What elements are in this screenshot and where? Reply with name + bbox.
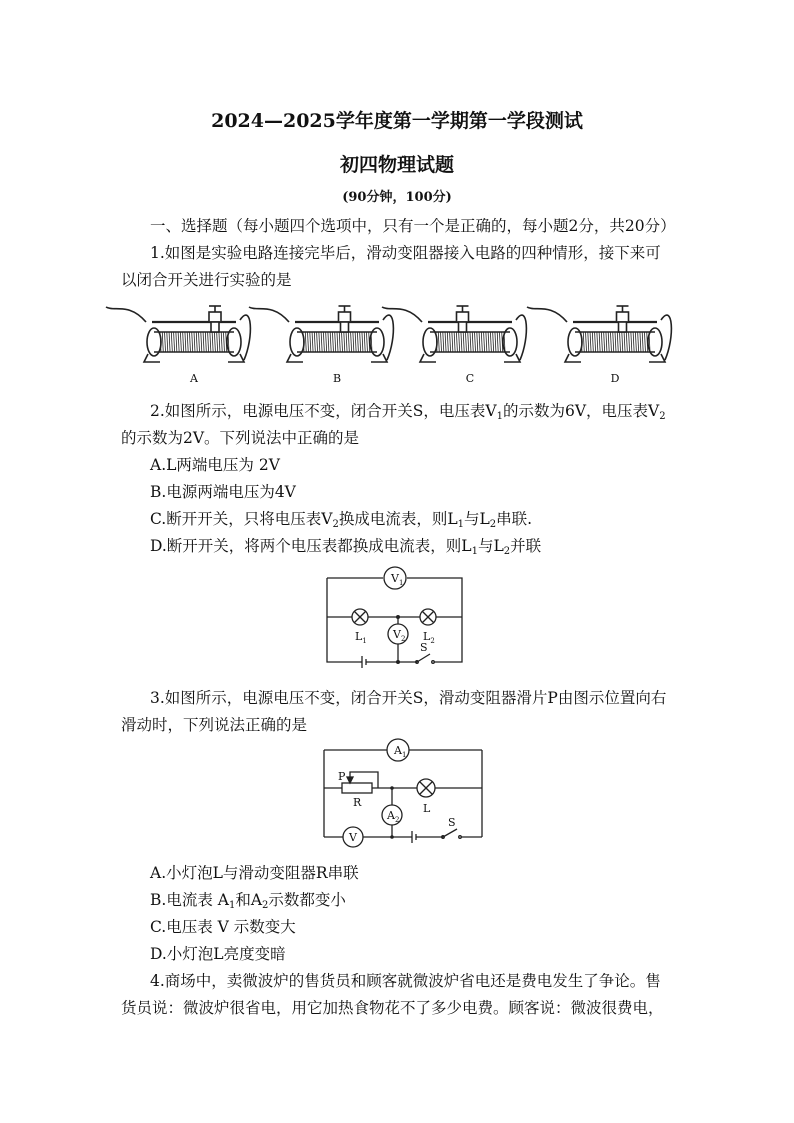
- figure-label-d: D: [610, 372, 620, 385]
- q1-text-line2: 以闭合开关进行实验的是: [121, 271, 292, 289]
- switch-s-label: S: [448, 816, 456, 829]
- q4-text-line1: 4.商场中，卖微波炉的售货员和顾客就微波炉省电还是费电发生了争论。售: [150, 972, 661, 990]
- q3-text-line1: 3.如图所示，电源电压不变，闭合开关S，滑动变阻器滑片P由图示位置向右: [150, 689, 667, 707]
- v1-label: $V_1$: [391, 572, 404, 587]
- lamp-l-label: L: [423, 802, 431, 815]
- q4-text-line2: 货员说：微波炉很省电，用它加热食物花不了多少电费。顾客说：微波很费电，: [121, 999, 664, 1017]
- q3-text-line2: 滑动时，下列说法正确的是: [121, 716, 308, 734]
- rheostat-figure-a: [106, 306, 250, 362]
- q3-option-a: A.小灯泡L与滑动变阻器R串联: [150, 864, 359, 882]
- q3-option-c: C.电压表 V 示数变大: [150, 918, 296, 936]
- q2-option-d: D.断开开关，将两个电压表都换成电流表，则$L_1$与$L_2$并联: [150, 537, 542, 557]
- section-heading: 一、选择题（每小题四个选项中，只有一个是正确的，每小题2分，共20分）: [150, 217, 676, 235]
- q1-text-line1: 1.如图是实验电路连接完毕后，滑动变阻器接入电路的四种情形，接下来可: [150, 244, 661, 262]
- q3-circuit-diagram: [320, 740, 490, 850]
- q2-text-line2: 的示数为2V。下列说法中正确的是: [121, 429, 360, 447]
- exam-info: (90分钟，100分): [342, 190, 452, 205]
- q3-option-b: B.电流表 $A_1$和$A_2$示数都变小: [150, 891, 346, 911]
- q2-option-a: A.L两端电压为 2V: [150, 456, 280, 474]
- q3-option-d: D.小灯泡L亮度变暗: [150, 945, 286, 963]
- q2-option-b: B.电源两端电压为4V: [150, 483, 296, 501]
- rheostat-figure-b: [249, 306, 393, 362]
- a1-label: $A_1$: [394, 744, 407, 759]
- q2-option-c: C.断开开关，只将电压表$V_2$换成电流表，则$L_1$与$L_2$串联.: [150, 510, 533, 530]
- rheostat-r-label: R: [353, 796, 362, 809]
- figure-label-b: B: [332, 372, 342, 385]
- voltmeter-v-label: V: [349, 831, 357, 844]
- rheostat-figure-d: [527, 306, 671, 362]
- q2-circuit-diagram: [322, 568, 482, 668]
- rheostat-figure-c: [382, 306, 526, 362]
- slider-p-label: P: [338, 770, 346, 783]
- figure-label-c: C: [465, 372, 475, 385]
- switch-label: S: [420, 641, 428, 654]
- a2-label: $A_2$: [387, 809, 400, 824]
- exam-subtitle: 初四物理试题: [339, 154, 454, 176]
- v2-label: $V_2$: [393, 628, 406, 643]
- l1-label: $L_1$: [355, 630, 367, 645]
- figure-label-a: A: [190, 372, 198, 385]
- q2-text-line1: 2.如图所示，电源电压不变，闭合开关S，电压表$V_1$的示数为6V，电压表$V_2$: [150, 402, 666, 422]
- exam-title: 2024—2025学年度第一学期第一学段测试: [211, 110, 583, 132]
- l2-label: $L_2$: [423, 630, 435, 645]
